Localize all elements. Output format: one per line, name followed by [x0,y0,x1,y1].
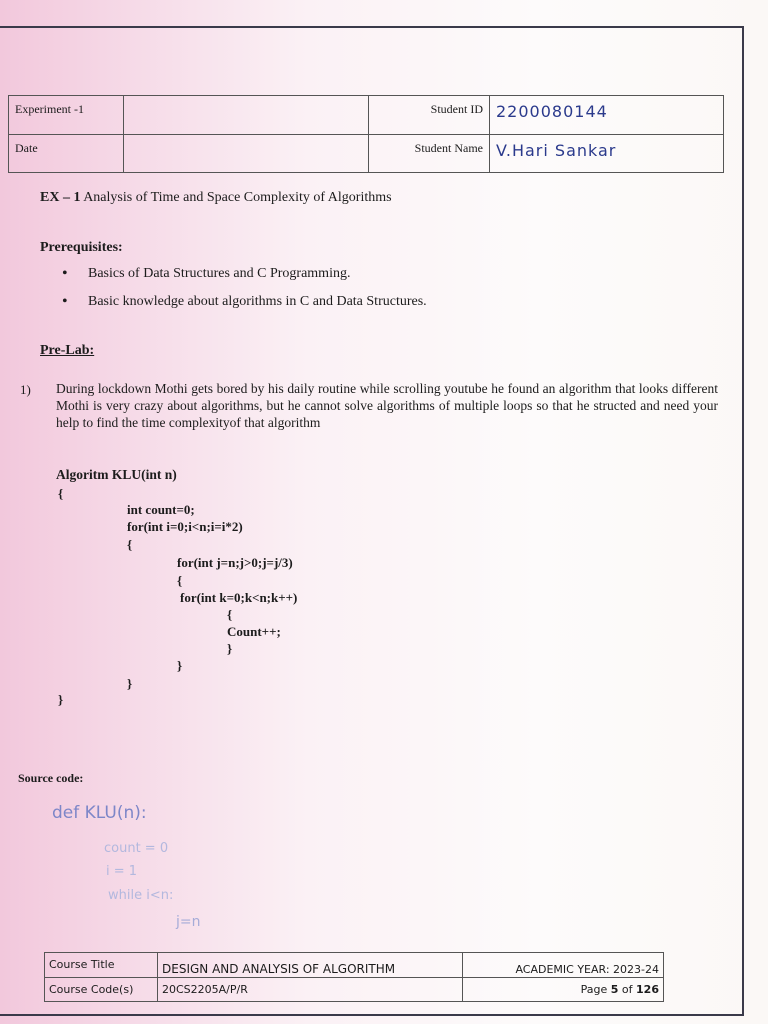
code-line: for(int k=0;k<n;k++) [180,590,298,605]
student-name-value: V.Hari Sankar [490,134,724,173]
page-current: 5 [610,982,619,996]
student-info-table [8,95,724,173]
code-line: { [127,537,133,552]
question-number: 1) [20,382,31,397]
course-code-label: Course Code(s) [45,977,158,1002]
prerequisite-item: • Basics of Data Structures and C Programming. [62,266,427,294]
code-line: Count++; [227,624,281,639]
handwritten-line: i = 1 [106,864,138,879]
handwritten-line: def KLU(n): [52,803,147,823]
code-line: } [58,692,64,707]
course-code-value: 20CS2205A/P/R [158,977,463,1002]
exercise-number: EX – 1 [40,190,81,205]
code-line: int count=0; [127,502,195,517]
student-id-label: Student ID [369,96,490,135]
academic-year: ACADEMIC YEAR: 2023-24 [463,953,664,978]
page-of: of [621,982,633,996]
source-code-heading: Source code: [18,771,84,785]
page-number [463,977,664,1002]
course-footer-table [44,952,664,1002]
code-line: for(int j=n;j>0;j=j/3) [177,555,293,570]
course-title-label: Course Title [45,953,158,978]
exercise-title [40,190,392,206]
code-line: { [58,486,64,501]
prerequisites-heading: Prerequisites: [40,240,123,255]
handwritten-line: j=n [176,914,201,930]
handwritten-line: count = 0 [104,841,169,856]
experiment-label: Experiment -1 [9,96,124,135]
date-label: Date [9,134,124,173]
exercise-title-text: Analysis of Time and Space Complexity of Algorithms [83,190,392,205]
page-total: 126 [636,982,659,996]
student-id-value: 2200080144 [490,96,724,135]
handwritten-line: while i<n: [108,888,174,903]
prerequisites-list [62,266,427,322]
code-line: } [177,658,183,673]
student-name-label: Student Name [369,134,490,173]
date-value-cell [124,134,369,173]
page-prefix: Page [580,982,608,996]
code-line: { [177,573,183,588]
code-line: { [227,607,233,622]
code-line: for(int i=0;i<n;i=i*2) [127,519,243,534]
code-line: } [227,641,233,656]
question-text: During lockdown Mothi gets bored by his daily routine while scrolling youtube he found an algorithm that looks different Mothi is very crazy about algorithms, but he cannot solve algorithms of multiple loops so that he structed and need your help to find the time complexityof that algorithm [56,381,718,430]
prelab-heading: Pre-Lab: [40,343,95,358]
experiment-value-cell [124,96,369,135]
code-line: } [127,676,133,691]
algorithm-heading: Algoritm KLU(int n) [56,467,177,482]
prerequisite-item: • Basic knowledge about algorithms in C and Data Structures. [62,294,427,322]
course-title-value: DESIGN AND ANALYSIS OF ALGORITHM [158,953,463,978]
